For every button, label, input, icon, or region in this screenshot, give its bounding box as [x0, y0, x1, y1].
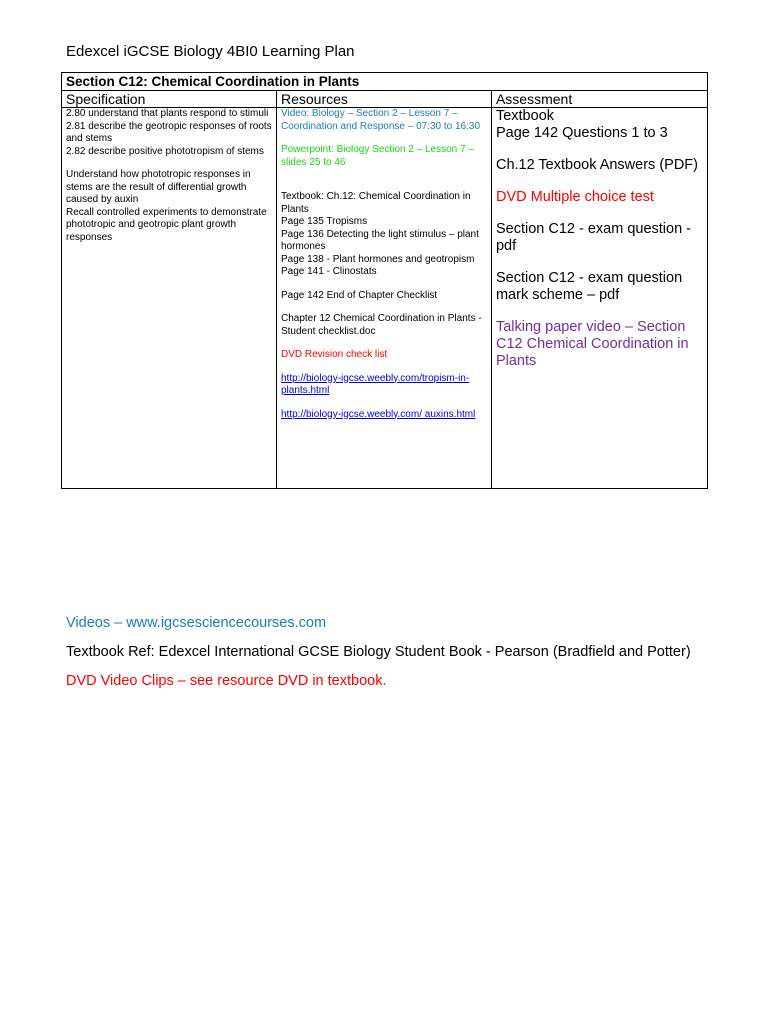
assessment-dvd-test: DVD Multiple choice test — [495, 189, 654, 205]
header-specification: Specification — [62, 91, 277, 108]
resource-textbook: Textbook: Ch.12: Chemical Coordination in Plants — [280, 191, 471, 215]
document-title: Edexcel iGCSE Biology 4BI0 Learning Plan — [66, 43, 355, 60]
column-headers-row — [62, 91, 708, 108]
assessment-mark-scheme: Section C12 - exam question mark scheme – pdf — [495, 270, 683, 303]
resource-checklist: Chapter 12 Chemical Coordination in Plants - Student checklist.doc — [280, 313, 482, 337]
specification-cell — [62, 108, 277, 489]
header-assessment: Assessment — [491, 91, 707, 108]
assessment-answers: Ch.12 Textbook Answers (PDF) — [495, 157, 698, 173]
spec-item-2-81: 2.81 describe the geotropic responses of roots and stems — [66, 120, 272, 144]
resource-page-142: Page 142 End of Chapter Checklist — [280, 289, 438, 301]
section-title: Section C12: Chemical Coordination in Plants — [62, 73, 708, 91]
content-row — [62, 108, 708, 489]
resource-video[interactable]: Video: Biology – Section 2 – Lesson 7 – Coordination and Response – 07:30 to 16:30 — [280, 108, 481, 132]
resource-link-tropism[interactable]: http://biology-igcse.weebly.com/tropism-in-plants.html — [280, 372, 470, 396]
resources-cell — [276, 108, 491, 489]
spec-item-2-80: 2.80 understand that plants respond to stimuli — [66, 108, 269, 119]
assessment-questions: Page 142 Questions 1 to 3 — [495, 125, 668, 141]
resource-page-135: Page 135 Tropisms — [280, 216, 368, 227]
spec-item-experiments: Recall controlled experiments to demonstrate phototropic and geotropic plant growth responses — [66, 206, 267, 243]
spec-item-2-82: 2.82 describe positive phototropism of stems — [66, 145, 264, 157]
resource-powerpoint[interactable]: Powerpoint: Biology Section 2 – Lesson 7 – slides 25 to 46 — [280, 144, 474, 168]
footer-textbook-ref: Textbook Ref: Edexcel International GCSE Biology Student Book - Pearson (Bradfield and Potter) — [66, 644, 691, 660]
footer-dvd-clips: DVD Video Clips – see resource DVD in textbook. — [66, 673, 387, 689]
resource-page-138: Page 138 - Plant hormones and geotropism — [280, 253, 475, 265]
assessment-cell — [491, 108, 707, 489]
section-title-row — [62, 73, 708, 91]
resource-page-141: Page 141 - Clinostats — [280, 266, 377, 277]
resource-dvd-revision: DVD Revision check list — [280, 349, 388, 360]
learning-plan-table — [61, 72, 708, 489]
spec-item-auxin: Understand how phototropic responses in stems are the result of differential growth caused by auxin — [66, 169, 251, 205]
assessment-talking-paper[interactable]: Talking paper video – Section C12 Chemical Coordination in Plants — [495, 319, 689, 369]
resource-page-136: Page 136 Detecting the light stimulus – plant hormones — [280, 228, 479, 252]
assessment-exam-question: Section C12 - exam question - pdf — [495, 221, 692, 254]
resource-link-auxins[interactable]: http://biology-igcse.weebly.com/ auxins.html — [280, 408, 476, 420]
footer-videos: Videos – www.igcsesciencecourses.com — [66, 615, 327, 631]
assessment-textbook: Textbook — [495, 108, 555, 124]
header-resources: Resources — [276, 91, 491, 108]
